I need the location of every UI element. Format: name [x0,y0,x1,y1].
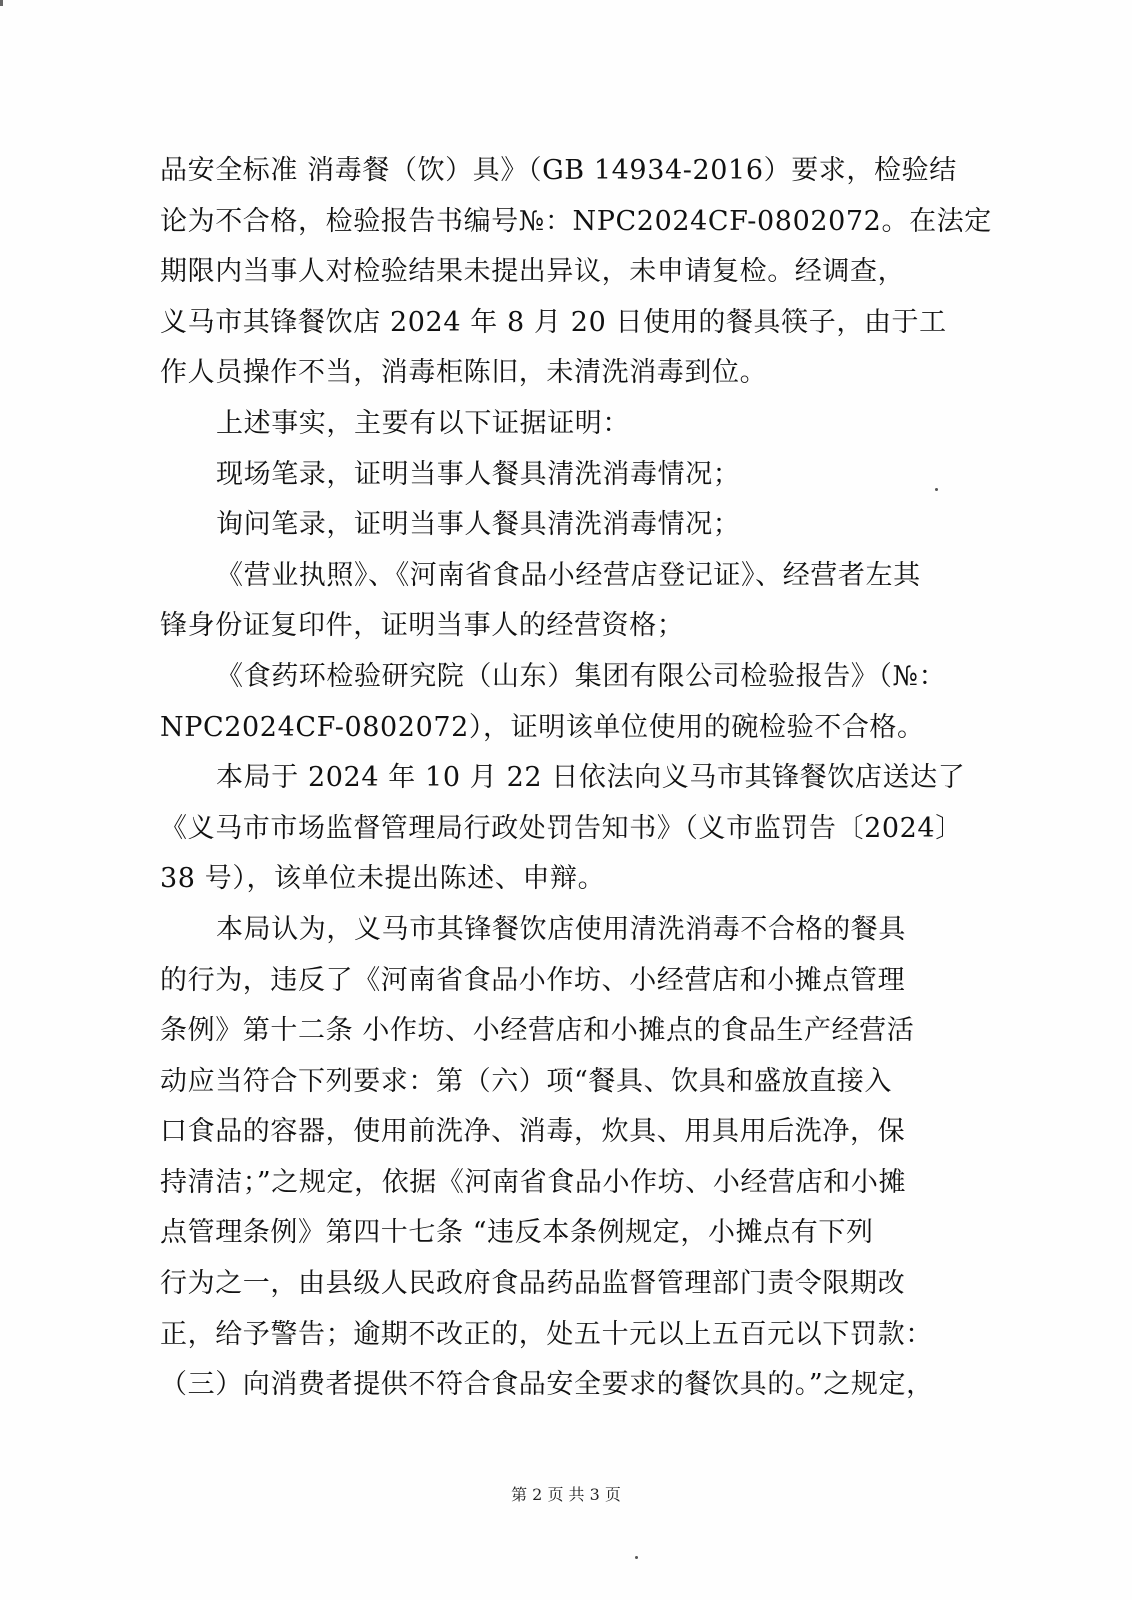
text-line: 现场笔录，证明当事人餐具清洗消毒情况； [216,458,741,490]
text-line: 义马市其锋餐饮店 2024 年 8 月 20 日使用的餐具筷子，由于工 [160,306,947,338]
text-line: 行为之一，由县级人民政府食品药品监督管理部门责令限期改 [160,1268,906,1300]
text-line: 本局认为，义马市其锋餐饮店使用清洗消毒不合格的餐具 [216,913,906,945]
text-line: NPC2024CF-0802072），证明该单位使用的碗检验不合格。 [160,711,925,743]
text-line: 口食品的容器，使用前洗净、消毒，炊具、用具用后洗净，保 [160,1116,906,1148]
text-line: 《义马市市场监督管理局行政处罚告知书》（义市监罚告〔2024〕 [160,812,963,844]
text-line: 正，给予警告；逾期不改正的，处五十元以上五百元以下罚款： [160,1318,933,1350]
text-line: 询问笔录，证明当事人餐具清洗消毒情况； [216,509,741,541]
text-line: 动应当符合下列要求：第（六）项“餐具、饮具和盛放直接入 [160,1065,893,1097]
text-line: 论为不合格，检验报告书编号№：NPC2024CF-0802072。在法定 [160,205,992,237]
text-line: 《营业执照》、《河南省食品小经营店登记证》、经营者左其 [216,559,921,591]
text-line: （三）向消费者提供不符合食品安全要求的餐饮具的。”之规定， [160,1369,934,1401]
text-line: 的行为，违反了《河南省食品小作坊、小经营店和小摊点管理 [160,964,906,996]
scan-speck [635,1556,638,1559]
page-number: 第 2 页 共 3 页 [511,1485,621,1504]
text-line: 38 号），该单位未提出陈述、申辩。 [160,863,606,895]
text-line: 点管理条例》第四十七条 “违反本条例规定，小摊点有下列 [160,1217,874,1249]
text-line: 作人员操作不当，消毒柜陈旧，未清洗消毒到位。 [160,357,768,389]
text-line: 期限内当事人对检验结果未提出异议，未申请复检。经调查， [160,256,906,288]
text-line: 条例》第十二条 小作坊、小经营店和小摊点的食品生产经营活 [160,1015,915,1047]
text-line: 上述事实，主要有以下证据证明： [216,407,630,439]
text-line: 《食药环检验研究院（山东）集团有限公司检验报告》（№： [216,660,947,692]
body-text [160,146,992,1411]
scan-edge-mark [0,0,3,6]
text-line: 锋身份证复印件，证明当事人的经营资格； [160,610,685,642]
text-line: 品安全标准 消毒餐（饮）具》（GB 14934-2016）要求，检验结 [160,155,957,186]
scan-speck [935,488,938,491]
text-line: 本局于 2024 年 10 月 22 日依法向义马市其锋餐饮店送达了 [216,762,966,794]
text-line: 持清洁；”之规定，依据《河南省食品小作坊、小经营店和小摊 [160,1166,907,1198]
